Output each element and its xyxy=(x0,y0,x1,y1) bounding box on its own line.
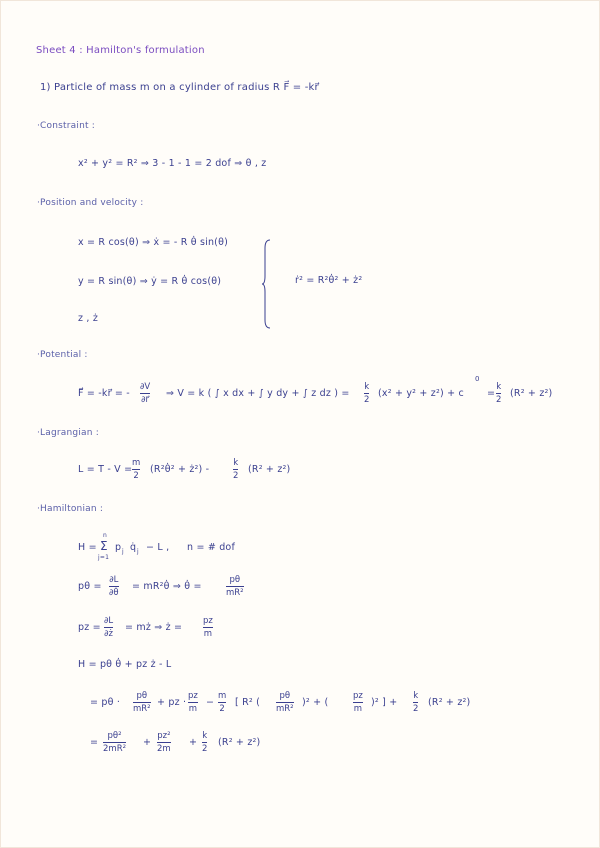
fraction-dl-dtheta xyxy=(109,575,119,598)
fraction-numerator: ∂L xyxy=(109,575,119,585)
y-equation: y = R sin(θ) ⇒ ẏ = R θ̇ cos(θ) xyxy=(78,276,222,287)
fraction-numerator: pz² xyxy=(157,731,171,741)
fraction-denominator: 2 xyxy=(219,704,225,714)
velocity-subscript: j xyxy=(137,548,139,555)
fraction-k-2-c xyxy=(233,458,238,481)
heading-hamiltonian: ·Hamiltonian : xyxy=(37,504,104,514)
hamiltonian-final-potential: (R² + z²) xyxy=(218,737,261,748)
fraction-numerator: pθ xyxy=(279,691,291,701)
fraction-m-2-b xyxy=(218,691,226,714)
hamiltonian-final-equals: = xyxy=(90,737,99,748)
constraint-equation: x² + y² = R² ⇒ 3 - 1 - 1 = 2 dof ⇒ θ , z xyxy=(78,158,267,169)
fraction-numerator: pz xyxy=(353,691,363,701)
hamiltonian-expand-potential: (R² + z²) xyxy=(428,697,471,708)
fraction-denominator: mR² xyxy=(276,704,294,714)
heading-potential: ·Potential : xyxy=(37,350,88,360)
fraction-denominator: m xyxy=(353,704,363,714)
hamiltonian-expand-bracket: [ R² ( xyxy=(235,697,261,708)
fraction-k-2-d xyxy=(413,691,418,714)
fraction-denominator: 2m xyxy=(157,744,171,754)
x-equation: x = R cos(θ) ⇒ ẋ = - R θ̇ sin(θ) xyxy=(78,237,229,248)
sheet-title: Sheet 4 : Hamilton's formulation xyxy=(36,45,205,56)
hamiltonian-expand-start: = pθ · xyxy=(90,697,121,708)
lagrangian-kinetic: (R²θ̇² + ż²) - xyxy=(150,464,210,475)
fraction-numerator: pz xyxy=(203,616,213,626)
heading-position-velocity: ·Position and velocity : xyxy=(37,198,144,208)
fraction-denominator: 2 xyxy=(413,704,419,714)
fraction-denominator: mR² xyxy=(226,588,244,598)
hamiltonian-expand-minus: − xyxy=(206,697,215,708)
fraction-numerator: pθ xyxy=(229,575,241,585)
fraction-numerator: k xyxy=(496,382,502,392)
fraction-pz2-2m xyxy=(157,731,171,754)
hamiltonian-final-plus-2: + xyxy=(189,737,198,748)
fraction-numerator: ∂L xyxy=(104,616,114,626)
fraction-pz-m-b xyxy=(188,691,198,714)
momentum-subscript: j xyxy=(122,548,124,555)
hamiltonian-def-lhs: H = xyxy=(78,542,97,553)
potential-constant: 0 xyxy=(475,375,480,383)
ptheta-lhs: pθ = xyxy=(78,581,102,592)
fraction-k-2-e xyxy=(202,731,207,754)
fraction-denominator: 2 xyxy=(133,471,139,481)
hamiltonian-minus-l: − L , xyxy=(146,542,170,553)
potential-r-z: (R² + z²) xyxy=(510,388,553,399)
fraction-denominator: m xyxy=(188,704,198,714)
fraction-numerator: k xyxy=(413,691,419,701)
sum-lower-limit: j=1 xyxy=(98,554,110,561)
brace-icon xyxy=(262,238,278,330)
hamiltonian-expand-mid: )² + ( xyxy=(302,697,329,708)
fraction-ptheta2-2mr2 xyxy=(103,731,126,754)
dof-note: n = # dof xyxy=(187,542,235,553)
potential-force: F⃗ = -kr⃗ = - xyxy=(78,388,130,399)
heading-lagrangian: ·Lagrangian : xyxy=(37,428,99,438)
fraction-k-2-b xyxy=(496,382,501,405)
fraction-numerator: k xyxy=(364,382,370,392)
fraction-m-2 xyxy=(132,458,140,481)
fraction-ptheta-mr2-b xyxy=(133,691,151,714)
potential-equals: = xyxy=(487,388,496,399)
fraction-dl-dz xyxy=(104,616,113,639)
hamiltonian-final-plus-1: + xyxy=(143,737,152,748)
sum-icon: Σ xyxy=(100,539,108,553)
fraction-ptheta-mr2 xyxy=(226,575,244,598)
heading-constraint: ·Constraint : xyxy=(37,121,96,131)
fraction-denominator: 2mR² xyxy=(103,744,127,754)
momentum-p: p xyxy=(115,542,122,553)
fraction-denominator: 2 xyxy=(364,395,370,405)
fraction-numerator: k xyxy=(202,731,208,741)
fraction-numerator: m xyxy=(132,458,141,468)
hamiltonian-expand-close: )² ] + xyxy=(371,697,398,708)
potential-integral: ⇒ V = k ( ∫ x dx + ∫ y dy + ∫ z dz ) = xyxy=(166,388,350,399)
ptheta-solve: = mR²θ̇ ⇒ θ̇ = xyxy=(132,581,202,592)
problem-statement: 1) Particle of mass m on a cylinder of radius R F⃗ = -kr⃗ xyxy=(40,82,319,93)
fraction-denominator: m xyxy=(203,629,213,639)
potential-xyz: (x² + y² + z²) + c xyxy=(378,388,464,399)
fraction-denominator: mR² xyxy=(133,704,151,714)
pz-lhs: pz = xyxy=(78,622,101,633)
fraction-numerator: m xyxy=(218,691,227,701)
fraction-numerator: pz xyxy=(188,691,198,701)
hamiltonian-expand-pz: + pz · xyxy=(157,697,187,708)
fraction-denominator: 2 xyxy=(496,395,502,405)
fraction-pz-m xyxy=(203,616,213,639)
fraction-denominator: 2 xyxy=(202,744,208,754)
lagrangian-lhs: L = T - V = xyxy=(78,464,133,475)
lagrangian-potential: (R² + z²) xyxy=(248,464,291,475)
fraction-ptheta-mr2-c xyxy=(276,691,294,714)
velocity-q: q̇ xyxy=(130,542,137,553)
fraction-denominator: ∂θ̇ xyxy=(109,588,119,598)
fraction-denominator: ∂ż xyxy=(104,629,113,639)
fraction-denominator: 2 xyxy=(233,471,239,481)
z-equation: z , ż xyxy=(78,313,99,324)
fraction-numerator: pθ xyxy=(136,691,148,701)
fraction-denominator: ∂r⃗ xyxy=(141,395,150,405)
fraction-numerator: k xyxy=(233,458,239,468)
rdot-squared-equation: ṙ² = R²θ̇² + ż² xyxy=(295,275,363,286)
fraction-numerator: pθ² xyxy=(107,731,122,741)
fraction-dv-dr xyxy=(140,382,150,405)
fraction-pz-m-c xyxy=(353,691,363,714)
pz-solve: = mż ⇒ ż = xyxy=(125,622,183,633)
fraction-numerator: ∂V xyxy=(140,382,151,392)
sum-upper-limit: n xyxy=(103,532,108,539)
hamiltonian-legendre: H = pθ θ̇ + pz ż - L xyxy=(78,659,172,670)
fraction-k-2 xyxy=(364,382,369,405)
